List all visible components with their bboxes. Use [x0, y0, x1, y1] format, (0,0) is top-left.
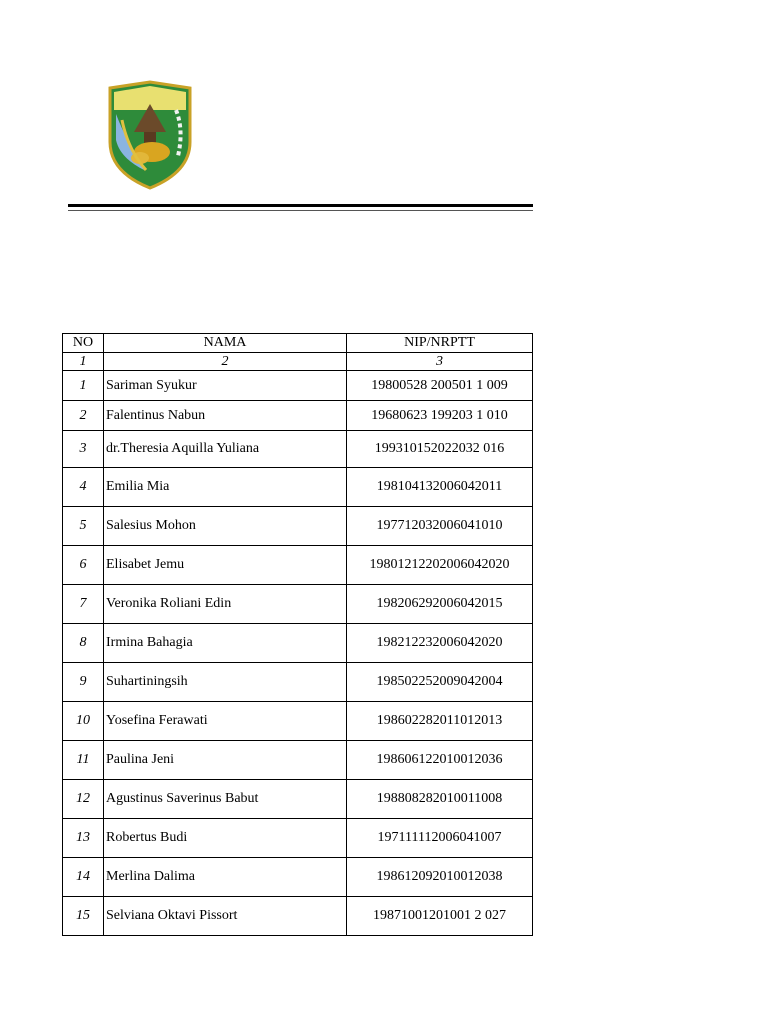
- row-nip: 19800528 200501 1 009: [347, 371, 533, 401]
- row-name: Suhartiningsih: [104, 663, 347, 702]
- row-no: 7: [63, 585, 104, 624]
- header-no: NO: [63, 334, 104, 353]
- row-no: 8: [63, 624, 104, 663]
- regency-emblem-logo: [106, 80, 194, 190]
- table-row: [63, 702, 533, 741]
- row-nip: 19680623 199203 1 010: [347, 401, 533, 431]
- table-row: [63, 624, 533, 663]
- table-row: [63, 897, 533, 936]
- table-row: [63, 780, 533, 819]
- header-nip: NIP/NRPTT: [347, 334, 533, 353]
- row-nip: 198502252009042004: [347, 663, 533, 702]
- row-nip: 197111112006041007: [347, 819, 533, 858]
- row-name: Falentinus Nabun: [104, 401, 347, 431]
- row-name: Yosefina Ferawati: [104, 702, 347, 741]
- row-name: Salesius Mohon: [104, 507, 347, 546]
- row-name: Paulina Jeni: [104, 741, 347, 780]
- row-nip: 198808282010011008: [347, 780, 533, 819]
- row-name: Emilia Mia: [104, 468, 347, 507]
- row-nip: 19871001201001 2 027: [347, 897, 533, 936]
- row-name: Irmina Bahagia: [104, 624, 347, 663]
- header-name: NAMA: [104, 334, 347, 353]
- index-no: 1: [63, 353, 104, 371]
- employee-table: [62, 333, 533, 936]
- row-no: 9: [63, 663, 104, 702]
- column-index-row: [63, 353, 533, 371]
- table-row: [63, 546, 533, 585]
- row-name: Elisabet Jemu: [104, 546, 347, 585]
- table-row: [63, 507, 533, 546]
- table-header-row: [63, 334, 533, 353]
- row-nip: 19801212202006042020: [347, 546, 533, 585]
- row-no: 12: [63, 780, 104, 819]
- row-nip: 198602282011012013: [347, 702, 533, 741]
- row-no: 6: [63, 546, 104, 585]
- table-row: [63, 819, 533, 858]
- table-row: [63, 468, 533, 507]
- row-name: Merlina Dalima: [104, 858, 347, 897]
- row-no: 13: [63, 819, 104, 858]
- header-rule-thick: [68, 204, 533, 207]
- row-no: 1: [63, 371, 104, 401]
- row-name: Selviana Oktavi Pissort: [104, 897, 347, 936]
- row-no: 15: [63, 897, 104, 936]
- table-row: [63, 585, 533, 624]
- row-nip: 198612092010012038: [347, 858, 533, 897]
- row-nip: 198206292006042015: [347, 585, 533, 624]
- row-no: 11: [63, 741, 104, 780]
- table-row: [63, 858, 533, 897]
- table-row: [63, 741, 533, 780]
- row-nip: 198212232006042020: [347, 624, 533, 663]
- row-no: 2: [63, 401, 104, 431]
- row-no: 5: [63, 507, 104, 546]
- row-nip: 197712032006041010: [347, 507, 533, 546]
- row-nip: 199310152022032 016: [347, 431, 533, 468]
- row-no: 4: [63, 468, 104, 507]
- row-no: 14: [63, 858, 104, 897]
- index-name: 2: [104, 353, 347, 371]
- row-name: dr.Theresia Aquilla Yuliana: [104, 431, 347, 468]
- row-name: Robertus Budi: [104, 819, 347, 858]
- row-name: Sariman Syukur: [104, 371, 347, 401]
- index-nip: 3: [347, 353, 533, 371]
- row-nip: 198606122010012036: [347, 741, 533, 780]
- row-name: Agustinus Saverinus Babut: [104, 780, 347, 819]
- table-row: [63, 663, 533, 702]
- row-no: 10: [63, 702, 104, 741]
- table-row: [63, 431, 533, 468]
- header-rule-thin: [68, 210, 533, 211]
- row-name: Veronika Roliani Edin: [104, 585, 347, 624]
- row-nip: 198104132006042011: [347, 468, 533, 507]
- table-row: [63, 401, 533, 431]
- row-no: 3: [63, 431, 104, 468]
- table-row: [63, 371, 533, 401]
